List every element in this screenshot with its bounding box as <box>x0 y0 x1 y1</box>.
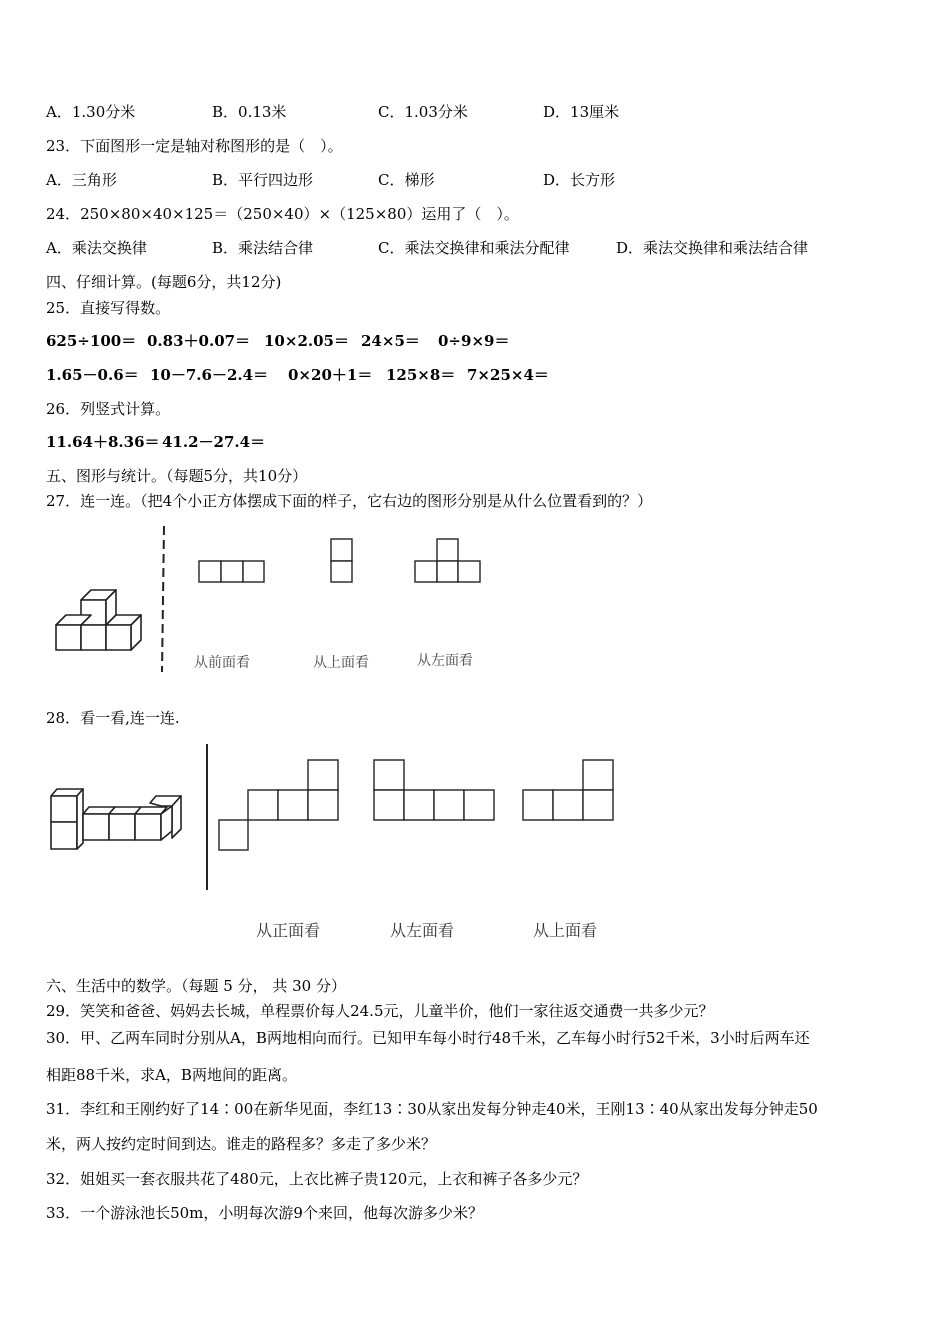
q25-stem: 25．直接写得数。 <box>46 299 171 317</box>
q32-text: 32．姐姐买一套衣服共花了480元，上衣比裤子贵120元，上衣和裤子各多少元？ <box>46 1170 588 1188</box>
q27-label-left: 从左面看 <box>417 653 473 669</box>
q25-calc-6: 1.65－0.6＝ <box>46 366 139 384</box>
q33-text: 33．一个游泳池长50m，小明每次游9个来回，他每次游多少米？ <box>46 1204 483 1222</box>
q27-label-top: 从上面看 <box>313 655 369 671</box>
q25-calc-5: 0÷9×9＝ <box>438 332 510 350</box>
q29-text: 29．笑笑和爸爸、妈妈去长城，单程票价每人24.5元，儿童半价，他们一家往返交通费一共多少元？ <box>46 1002 714 1020</box>
q26-item-2: 41.2－27.4＝ <box>162 433 266 451</box>
q27-label-front: 从前面看 <box>194 655 250 671</box>
q28-label-left: 从左面看 <box>390 921 455 940</box>
q25-calc-10: 7×25×4＝ <box>467 366 549 384</box>
q23-option-a: A．三角形 <box>46 171 117 189</box>
q22-option-c: C．1.03分米 <box>378 103 468 121</box>
q23-option-c: C．梯形 <box>378 171 435 189</box>
q25-calc-4: 24×5＝ <box>361 332 420 350</box>
q24-option-a: A．乘法交换律 <box>46 239 147 257</box>
section5-title: 五、图形与统计。（每题5分，共10分） <box>46 467 308 485</box>
q28-view-staircase <box>218 758 342 852</box>
q23-option-b: B．平行四边形 <box>212 171 314 189</box>
q25-calc-7: 10－7.6－2.4＝ <box>150 366 269 384</box>
q24-option-d: D．乘法交换律和乘法结合律 <box>616 239 809 257</box>
section6-title: 六、生活中的数学。（每题 5 分， 共 30 分） <box>46 977 346 995</box>
q25-calc-3: 10×2.05＝ <box>264 332 349 350</box>
q28-cube-row-figure <box>48 786 186 852</box>
q27-dashed-divider <box>159 526 169 672</box>
q25-calc-2: 0.83＋0.07＝ <box>147 332 251 350</box>
q22-option-a: A．1.30分米 <box>46 103 136 121</box>
q30-line1: 30．甲、乙两车同时分别从A，B两地相向而行。已知甲车每小时行48千米，乙车每小时行52千米，3小时后两车还 <box>46 1029 810 1047</box>
q28-stem: 28．看一看,连一连. <box>46 709 180 727</box>
q25-calc-1: 625÷100＝ <box>46 332 137 350</box>
q24-stem: 24．250×80×40×125＝（250×40）×（125×80）运用了（ ）。 <box>46 205 519 223</box>
section4-title: 四、仔细计算。(每题6分，共12分) <box>46 273 282 291</box>
q23-stem: 23．下面图形一定是轴对称图形的是（ ）。 <box>46 137 343 155</box>
q30-line2: 相距88千米，求A，B两地间的距离。 <box>46 1066 297 1084</box>
q28-view-l-shape <box>372 758 496 822</box>
q22-option-b: B．0.13米 <box>212 103 287 121</box>
q24-option-c: C．乘法交换律和乘法分配律 <box>378 239 570 257</box>
q26-stem: 26．列竖式计算。 <box>46 400 171 418</box>
q25-calc-8: 0×20＋1＝ <box>288 366 373 384</box>
q28-view-corner-shape <box>521 758 615 822</box>
q23-option-d: D．长方形 <box>543 171 616 189</box>
q28-label-front: 从正面看 <box>256 921 321 940</box>
q25-calc-9: 125×8＝ <box>386 366 456 384</box>
q28-label-top: 从上面看 <box>533 921 598 940</box>
q27-stem: 27．连一连。（把4个小正方体摆成下面的样子，它右边的图形分别是从什么位置看到的？） <box>46 492 653 510</box>
q31-line1: 31．李红和王刚约好了14∶00在新华见面，李红13∶30从家出发每分钟走40米，王刚13∶40从家出发每分钟走50 <box>46 1100 818 1118</box>
q27-cube-stack-figure <box>50 582 150 654</box>
q24-option-b: B．乘法结合律 <box>212 239 314 257</box>
q31-line2: 米，两人按约定时间到达。谁走的路程多？多走了多少米？ <box>46 1135 437 1153</box>
q27-view-column-of-two <box>330 538 354 584</box>
q27-view-row-of-three <box>198 560 266 584</box>
q27-view-t-shape <box>414 538 482 584</box>
q26-item-1: 11.64＋8.36＝ <box>46 433 160 451</box>
q28-vertical-divider <box>204 744 210 890</box>
q22-option-d: D．13厘米 <box>543 103 620 121</box>
